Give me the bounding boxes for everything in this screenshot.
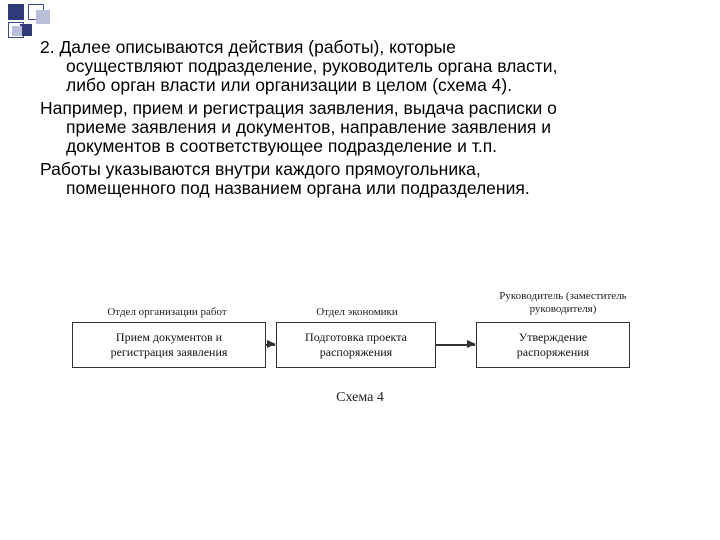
paragraph-3: [40, 160, 680, 198]
process-box-prepare-order: [276, 322, 436, 368]
unit-label-organization-dept-text: Отдел организации работ: [107, 306, 227, 318]
process-box-approve-order: [476, 322, 630, 368]
unit-label-head-line-1: Руководитель (заместитель: [499, 290, 627, 302]
flow-arrow-2: [436, 344, 475, 346]
decor-square-3: [36, 10, 50, 24]
decor-square-1: [8, 4, 24, 20]
process-box-receive-documents: [72, 322, 266, 368]
unit-label-head-line-2: руководителя): [529, 303, 597, 315]
process-box-prepare-order-line-1: Подготовка проекта: [305, 330, 407, 344]
unit-label-economics-dept-text: Отдел экономики: [316, 306, 398, 318]
paragraph-3-line-1: Работы указываются внутри каждого прямоугольника,: [40, 159, 481, 179]
process-box-prepare-order-line-2: распоряжения: [319, 345, 393, 359]
diagram-caption: Схема 4: [336, 390, 384, 405]
paragraph-2: [40, 99, 680, 156]
unit-label-economics-dept: [282, 306, 432, 319]
paragraph-1-line-3: либо орган власти или организации в целом (схема 4).: [66, 75, 513, 95]
slide-body-text: [40, 38, 680, 202]
paragraph-1-line-1: 2. Далее описываются действия (работы), которые: [40, 37, 456, 57]
unit-label-head: [478, 290, 648, 316]
paragraph-2-line-3: документов в соответствующее подразделение и т.п.: [66, 136, 498, 156]
decor-square-6: [12, 26, 22, 36]
process-box-receive-documents-line-2: регистрация заявления: [110, 345, 228, 359]
paragraph-1: [40, 38, 680, 95]
paragraph-2-line-1: Например, прием и регистрация заявления, выдача расписки о: [40, 98, 557, 118]
paragraph-2-line-2: приеме заявления и документов, направление заявления и: [66, 117, 552, 137]
process-box-approve-order-line-2: распоряжения: [516, 345, 590, 359]
paragraph-3-line-2: помещенного под названием органа или подразделения.: [66, 178, 530, 198]
unit-label-organization-dept: [72, 306, 262, 319]
paragraph-1-line-2: осуществляют подразделение, руководитель органа власти,: [66, 56, 558, 76]
flow-arrow-1: [266, 344, 275, 346]
process-box-receive-documents-line-1: Прием документов и: [115, 330, 223, 344]
process-box-approve-order-line-1: Утверждение: [518, 330, 588, 344]
